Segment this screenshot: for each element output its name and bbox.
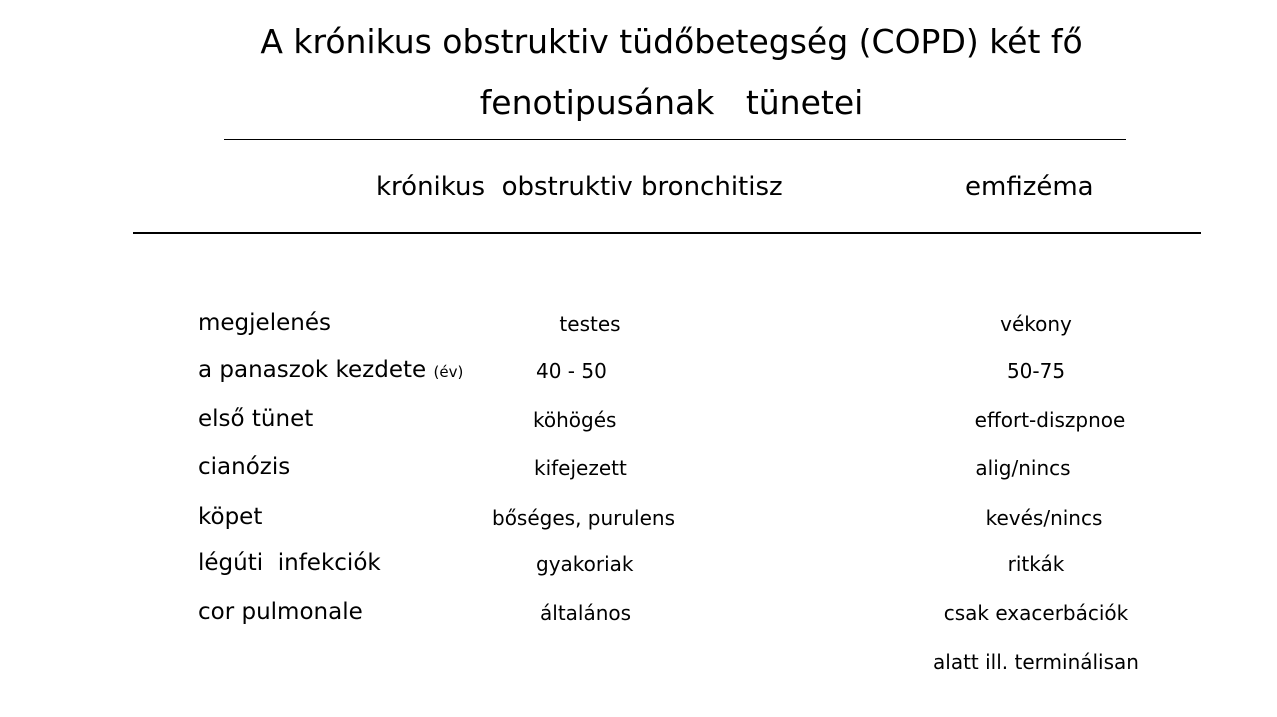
cell-emphysema-sputum: kevés/nincs bbox=[985, 506, 1103, 530]
cell-emphysema-cyanosis: alig/nincs bbox=[975, 456, 1071, 480]
row-label-onset bbox=[198, 356, 463, 386]
cell-emphysema-cor-pulmonale-continuation: alatt ill. terminálisan bbox=[933, 650, 1139, 674]
cell-emphysema-cor-pulmonale: csak exacerbációk bbox=[943, 601, 1129, 625]
cell-emphysema-onset: 50-75 bbox=[1006, 359, 1066, 383]
row-label-infections bbox=[198, 549, 381, 577]
row-label-sputum bbox=[198, 503, 262, 531]
cell-bronchitis-cor-pulmonale: általános bbox=[540, 601, 632, 625]
row-label-text: cianózis bbox=[198, 454, 291, 480]
title-line-2: fenotipusának tünetei bbox=[479, 83, 864, 122]
row-label-appearance bbox=[198, 309, 331, 337]
cell-bronchitis-first-symptom: köhögés bbox=[533, 408, 617, 432]
row-label-first-symptom bbox=[198, 405, 313, 433]
cell-emphysema-appearance: vékony bbox=[1000, 312, 1072, 336]
row-label-cor-pulmonale bbox=[198, 598, 363, 626]
row-label-text: a panaszok kezdete bbox=[198, 357, 427, 383]
cell-emphysema-first-symptom: effort-diszpnoe bbox=[974, 408, 1126, 432]
cell-bronchitis-onset: 40 - 50 bbox=[536, 359, 607, 383]
title-line-1: A krónikus obstruktiv tüdőbetegség (COPD) két fő bbox=[260, 22, 1083, 61]
column-header-bronchitis: krónikus obstruktiv bronchitisz bbox=[376, 172, 783, 202]
row-label-text: megjelenés bbox=[198, 310, 331, 336]
cell-bronchitis-infections: gyakoriak bbox=[536, 552, 634, 576]
cell-bronchitis-appearance: testes bbox=[559, 312, 621, 336]
header-divider bbox=[133, 232, 1201, 234]
row-label-unit: (év) bbox=[433, 363, 464, 381]
cell-bronchitis-cyanosis: kifejezett bbox=[534, 456, 627, 480]
row-label-text: cor pulmonale bbox=[198, 599, 363, 625]
row-label-text: légúti infekciók bbox=[198, 550, 381, 576]
column-header-emphysema: emfizéma bbox=[965, 172, 1094, 202]
row-label-cyanosis bbox=[198, 453, 290, 481]
row-label-text: köpet bbox=[198, 504, 263, 530]
title-divider bbox=[224, 139, 1126, 140]
cell-emphysema-infections: ritkák bbox=[1007, 552, 1065, 576]
row-label-text: első tünet bbox=[198, 406, 314, 432]
cell-bronchitis-sputum: bőséges, purulens bbox=[492, 506, 676, 530]
